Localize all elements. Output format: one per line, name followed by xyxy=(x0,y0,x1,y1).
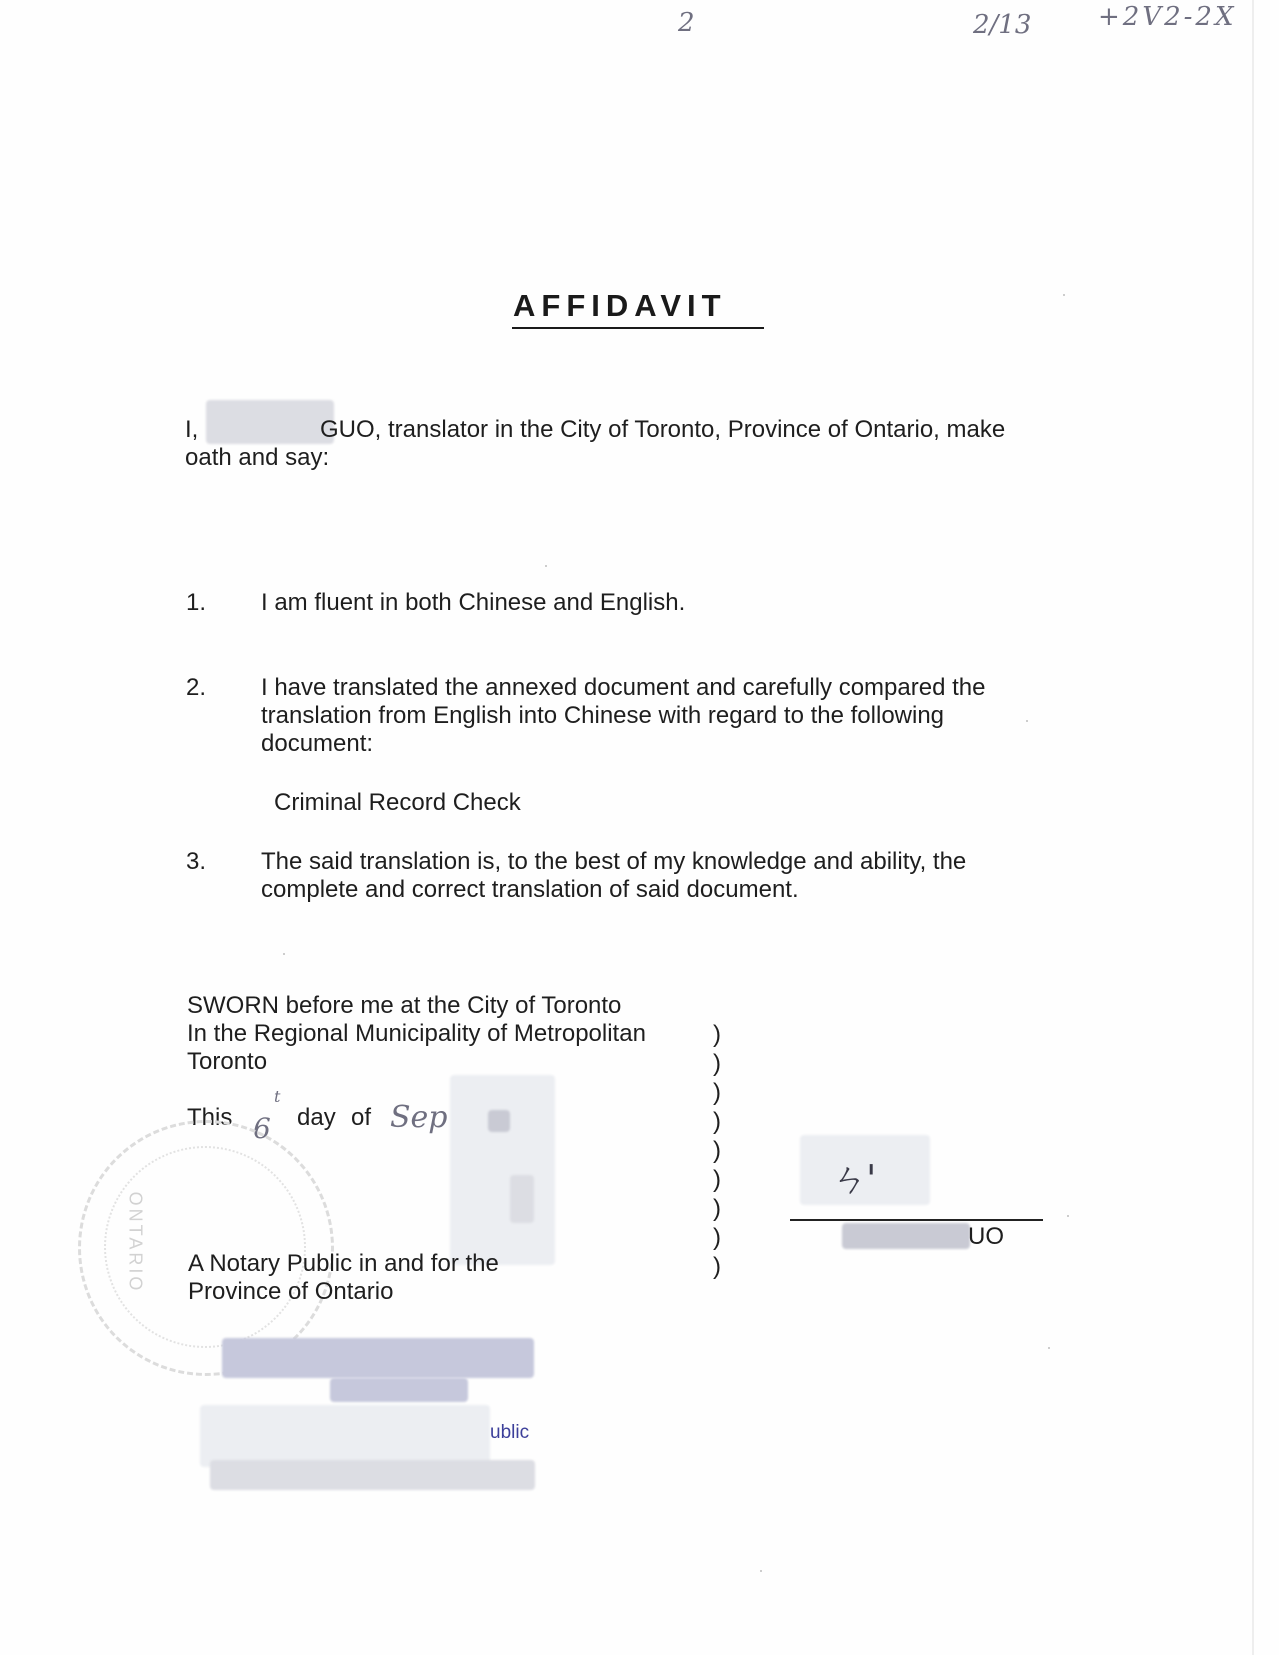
this-label: This xyxy=(187,1104,233,1131)
bracket: ) xyxy=(713,1050,721,1077)
page-count-annotation: 2/13 xyxy=(973,10,1032,40)
bracket: ) xyxy=(713,1224,721,1251)
seal-text: ONTARIO xyxy=(125,1191,146,1294)
item-text: The said translation is, to the best of my knowledge and ability, the xyxy=(261,848,967,875)
redaction-block xyxy=(488,1110,510,1132)
scan-speck xyxy=(760,1570,762,1572)
scan-speck xyxy=(1048,1347,1050,1349)
redacted-stamp-line xyxy=(330,1378,468,1402)
item-number: 2. xyxy=(186,674,207,701)
intro-prefix: I, xyxy=(185,416,199,443)
bracket: ) xyxy=(713,1195,721,1222)
day-superscript: t xyxy=(274,1087,281,1106)
redacted-year xyxy=(450,1075,555,1265)
item-number: 1. xyxy=(186,589,207,616)
notary-line-1: A Notary Public in and for the xyxy=(188,1250,499,1277)
redacted-first-name xyxy=(206,400,334,444)
scan-speck xyxy=(1063,294,1065,296)
title-underline xyxy=(512,327,764,329)
jurat-line-1: SWORN before me at the City of Toronto xyxy=(187,992,622,1019)
redaction-block xyxy=(510,1175,534,1223)
month-handwritten: Sep xyxy=(390,1100,448,1135)
item-text: I am fluent in both Chinese and English. xyxy=(261,589,686,616)
jurat-line-2: In the Regional Municipality of Metropolitan xyxy=(187,1020,646,1047)
intro-line-2: oath and say: xyxy=(185,444,330,471)
bracket: ) xyxy=(713,1021,721,1048)
item-number: 3. xyxy=(186,848,207,875)
day-handwritten: 6 xyxy=(253,1112,271,1145)
item-text: document: xyxy=(261,730,374,757)
scan-speck xyxy=(1067,1215,1069,1217)
of-label: of xyxy=(351,1104,372,1131)
scan-edge xyxy=(1252,0,1254,1655)
signature-scribble: ㄣ' xyxy=(828,1157,877,1201)
scan-speck xyxy=(1026,720,1028,722)
stamp-fragment: ublic xyxy=(490,1422,530,1443)
redacted-stamp-line xyxy=(222,1338,534,1378)
bracket: ) xyxy=(713,1166,721,1193)
scan-speck xyxy=(283,953,285,955)
item-text: complete and correct translation of said document. xyxy=(261,876,799,903)
redacted-stamp-block xyxy=(200,1405,490,1467)
intro-line-1: GUO, translator in the City of Toronto, Province of Ontario, make xyxy=(320,416,1006,443)
page-title: AFFIDAVIT xyxy=(513,288,727,323)
redacted-stamp-line xyxy=(210,1460,535,1490)
redacted-translator-name xyxy=(842,1223,970,1249)
bracket: ) xyxy=(713,1079,721,1106)
bracket: ) xyxy=(713,1253,721,1280)
document-name: Criminal Record Check xyxy=(274,789,521,816)
item-text: I have translated the annexed document and carefully compared the xyxy=(261,674,986,701)
bracket: ) xyxy=(713,1108,721,1135)
signature-line xyxy=(790,1219,1043,1221)
scan-speck xyxy=(545,565,547,567)
reference-annotation: +2V2-2X xyxy=(1098,2,1237,32)
bracket: ) xyxy=(713,1137,721,1164)
notary-line-2: Province of Ontario xyxy=(188,1278,394,1305)
jurat-line-3: Toronto xyxy=(187,1048,268,1075)
page-mark: 2 xyxy=(678,8,695,38)
item-text: translation from English into Chinese with regard to the following xyxy=(261,702,945,729)
day-label: day xyxy=(297,1104,336,1131)
translator-name: UO xyxy=(968,1223,1004,1250)
